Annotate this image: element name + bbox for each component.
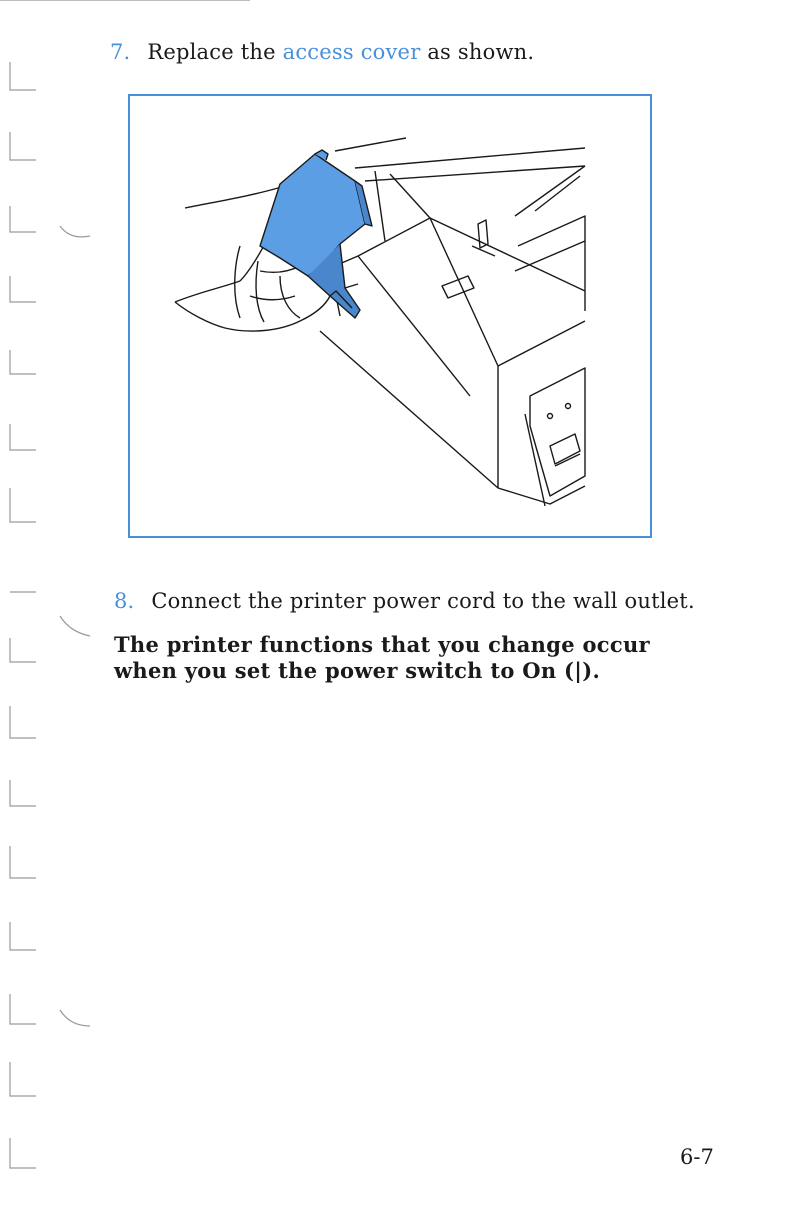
access-cover-link[interactable]: access cover [282,40,421,64]
binder-margin-marks [0,0,100,1224]
page-number: 6-7 [680,1145,714,1169]
power-on-note [114,632,714,684]
note-text: The printer functions that you change occur when you set the power switch to On ( [114,632,650,683]
step-7 [110,40,534,64]
step-7-text-before: Replace the [147,40,276,64]
step-8-text: Connect the printer power cord to the wall outlet. [151,589,695,613]
printer-illustration [130,96,650,536]
step-8 [114,589,695,613]
on-symbol: | [574,658,583,683]
note-end: ). [582,658,601,683]
replace-access-cover-figure [128,94,652,538]
step-8-number: 8. [114,589,135,613]
step-7-number: 7. [110,40,131,64]
step-7-text-after: as shown. [427,40,535,64]
